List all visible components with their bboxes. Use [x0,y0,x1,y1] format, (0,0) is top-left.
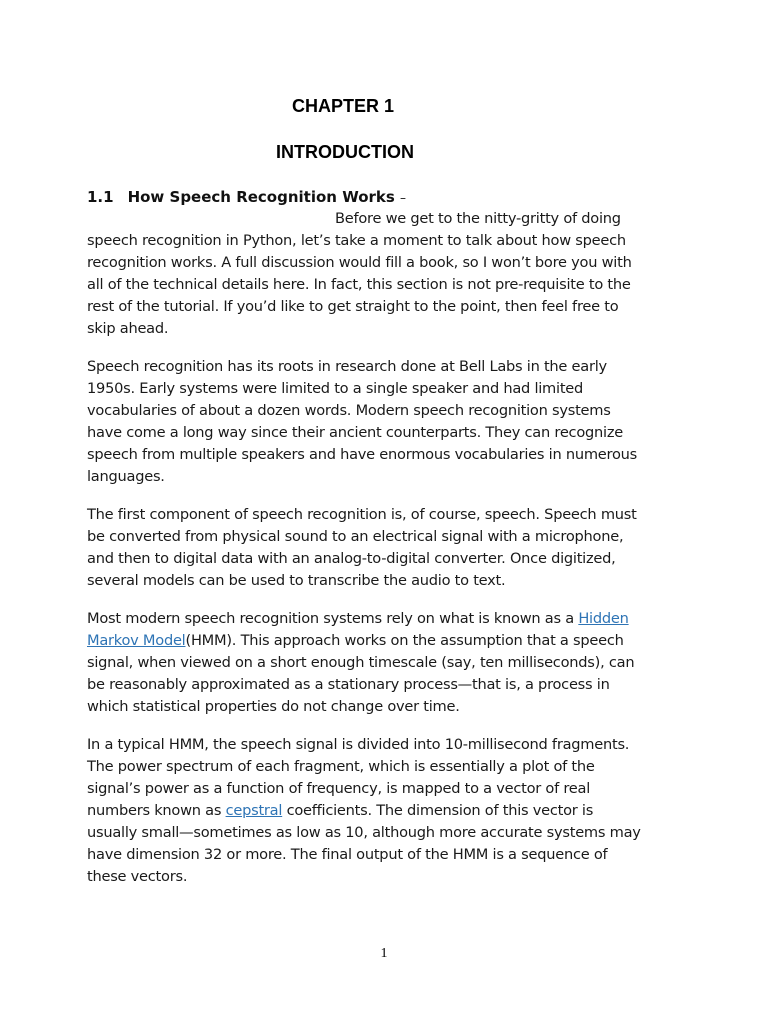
paragraph-line [87,800,687,822]
section-title: How Speech Recognition Works [127,188,395,206]
paragraph-line: these vectors. [87,868,188,885]
paragraph-line: vocabularies of about a dozen words. Modern speech recognition systems [87,402,611,419]
paragraph-line: usually small—sometimes as low as 10, although more accurate systems may [87,824,641,841]
paragraph-3 [87,504,687,592]
line-text: coefficients. The dimension of this vector is [282,802,594,819]
paragraph-line: and then to digital data with an analog-to-digital converter. Once digitized, [87,550,616,567]
paragraph-2 [87,356,687,488]
line-text: (HMM). This approach works on the assumption that a speech [185,632,624,649]
paragraph-line: signal’s power as a function of frequency, is mapped to a vector of real [87,780,591,797]
section-dash: – [400,191,407,205]
paragraph-line: signal, when viewed on a short enough timescale (say, ten milliseconds), can [87,654,635,671]
paragraph-line: The power spectrum of each fragment, which is essentially a plot of the [87,758,595,775]
paragraph-line: 1950s. Early systems were limited to a single speaker and had limited [87,380,584,397]
paragraph-line: In a typical HMM, the speech signal is divided into 10-millisecond fragments. [87,736,630,753]
line-text: Most modern speech recognition systems rely on what is known as a [87,610,579,627]
paragraph-line: Speech recognition has its roots in research done at Bell Labs in the early [87,358,607,375]
chapter-number: CHAPTER 1 [292,96,395,116]
paragraph-line: rest of the tutorial. If you’d like to get straight to the point, then feel free to [87,298,619,315]
paragraph-line [87,630,687,652]
paragraph-line: speech recognition in Python, let’s take a moment to talk about how speech [87,232,626,249]
paragraph-5 [87,734,687,888]
paragraph-line: have dimension 32 or more. The final output of the HMM is a sequence of [87,846,608,863]
paragraph-line: all of the technical details here. In fact, this section is not pre-requisite to the [87,276,631,293]
paragraph-line: be reasonably approximated as a stationary process—that is, a process in [87,676,610,693]
page-number: 1 [380,946,388,961]
chapter-title: INTRODUCTION [276,142,414,162]
paragraph-line: which statistical properties do not change over time. [87,698,460,715]
paragraph-line: speech from multiple speakers and have enormous vocabularies in numerous [87,446,638,463]
hidden-markov-model-link-cont[interactable]: Markov Model [87,632,186,649]
paragraph-line: The first component of speech recognition is, of course, speech. Speech must [87,506,637,523]
paragraph-4 [87,608,687,718]
section-number: 1.1 [87,188,114,206]
paragraph-line: several models can be used to transcribe the audio to text. [87,572,506,589]
paragraph-line: Before we get to the nitty-gritty of doing [335,210,621,227]
paragraph-1 [87,208,687,340]
line-text: numbers known as [87,802,226,819]
paragraph-line: languages. [87,468,165,485]
hidden-markov-model-link[interactable]: Hidden [578,610,629,627]
paragraph-line: recognition works. A full discussion would fill a book, so I won’t bore you with [87,254,632,271]
paragraph-line: skip ahead. [87,320,169,337]
paragraph-line: have come a long way since their ancient counterparts. They can recognize [87,424,623,441]
cepstral-link[interactable]: cepstral [225,802,283,819]
section-heading [87,188,406,206]
paragraph-line: be converted from physical sound to an electrical signal with a microphone, [87,528,624,545]
paragraph-line [87,608,687,630]
